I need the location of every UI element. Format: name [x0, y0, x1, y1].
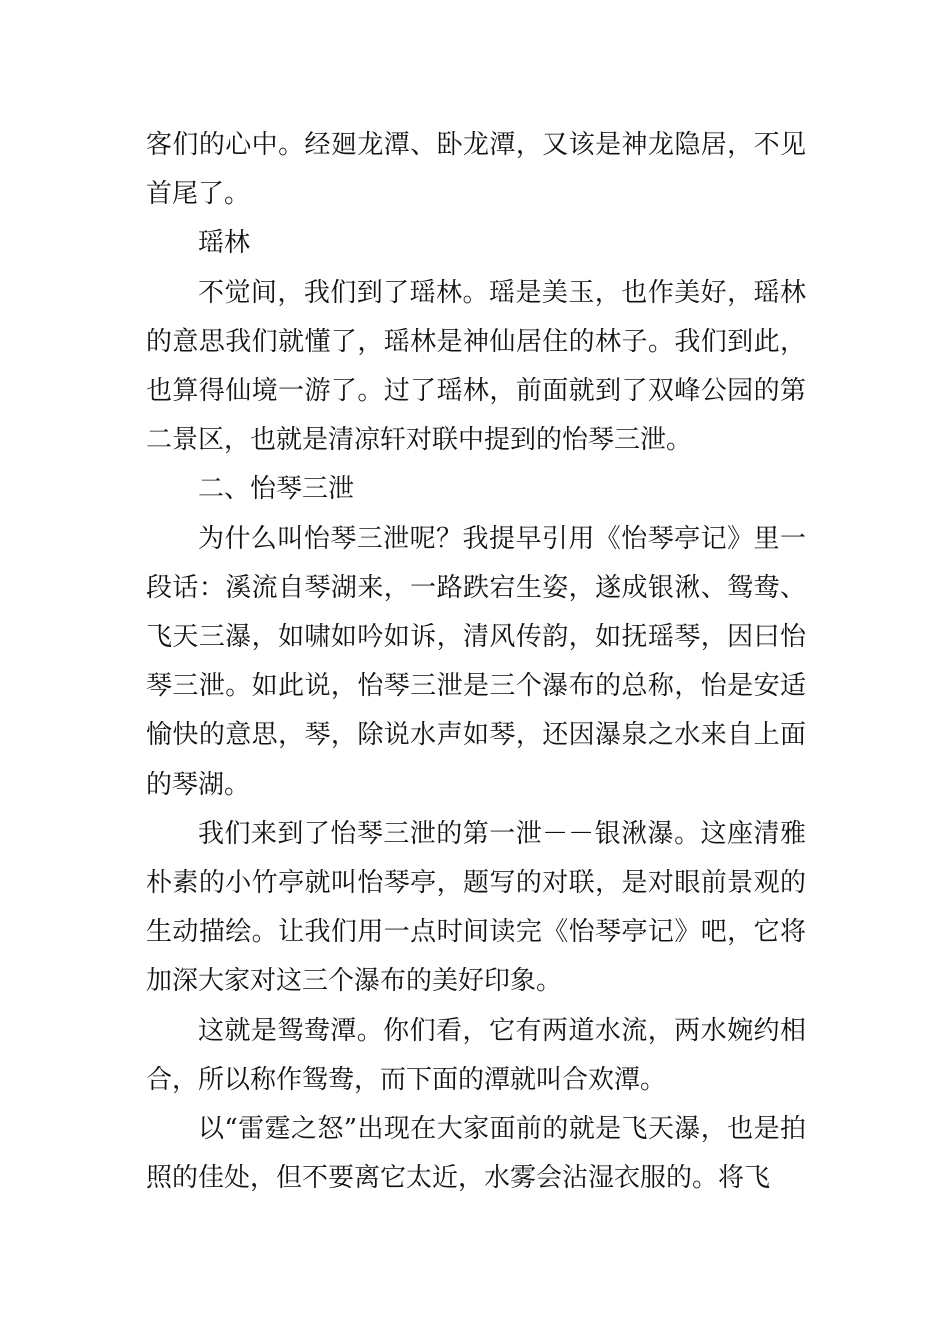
paragraph-feitian-waterfall: 以“雷霆之怒”出现在大家面前的就是飞天瀑，也是拍照的佳处，但不要离它太近，水雾会沾湿衣服的。将飞 — [146, 1114, 806, 1194]
paragraph-continuation: 客们的心中。经廻龙潭、卧龙潭，又该是神龙隐居，不见首尾了。 — [146, 130, 806, 210]
paragraph-yaolin: 不觉间，我们到了瑶林。瑶是美玉，也作美好，瑶林的意思我们就懂了，瑶林是神仙居住的林子。我们到此，也算得仙境一游了。过了瑶林，前面就到了双峰公园的第二景区，也就是清凉轩对联中提到的怡琴三泄。 — [146, 277, 806, 456]
document-body — [146, 121, 806, 1203]
section-heading-yaolin: 瑶林 — [198, 228, 251, 259]
paragraph-yuanyang-pool: 这就是鸳鸯潭。你们看，它有两道水流，两水婉约相合，所以称作鸳鸯，而下面的潭就叫合欢潭。 — [146, 1015, 806, 1095]
paragraph-yiqin-intro: 为什么叫怡琴三泄呢？我提早引用《怡琴亭记》里一段话：溪流自琴湖来，一路跌宕生姿，遂成银湫、鸳鸯、飞天三瀑，如啸如吟如诉，清风传韵，如抚瑶琴，因曰怡琴三泄。如此说，怡琴三泄是三个瀑布的总称，怡是安适愉快的意思，琴，除说水声如琴，还因瀑泉之水来自上面的琴湖。 — [146, 523, 806, 800]
section-heading-yiqin-sanxie: 二、怡琴三泄 — [198, 474, 355, 505]
paragraph-yinqiu-waterfall: 我们来到了怡琴三泄的第一泄－－银湫瀑。这座清雅朴素的小竹亭就叫怡琴亭，题写的对联，是对眼前景观的生动描绘。让我们用一点时间读完《怡琴亭记》吧，它将加深大家对这三个瀑布的美好印象。 — [146, 818, 806, 997]
